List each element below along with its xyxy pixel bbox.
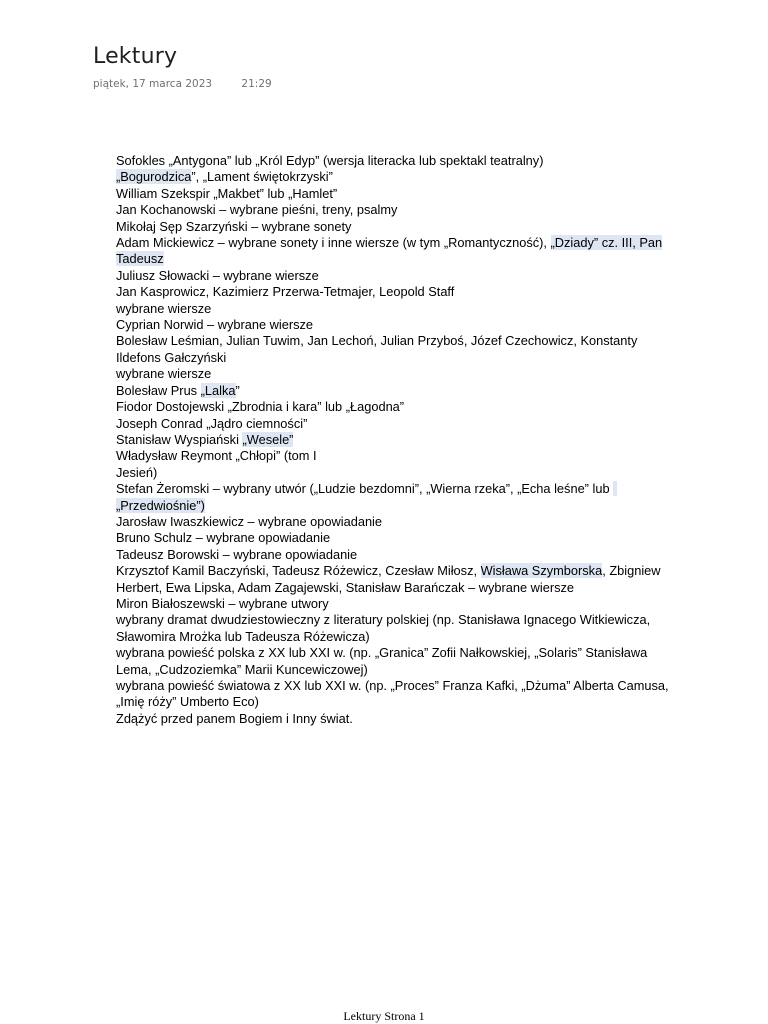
text-line — [116, 498, 676, 514]
page-date: piątek, 17 marca 2023 — [93, 78, 213, 90]
text-segment: , Zbigniew — [602, 563, 661, 579]
text-segment: Bolesław Leśmian, Julian Tuwim, Jan Lechoń, Julian Przyboś, Józef Czechowicz, Konstanty — [116, 333, 638, 349]
text-segment: Fiodor Dostojewski „Zbrodnia i kara” lub „Łagodna” — [116, 399, 405, 415]
text-segment: Zdążyć przed panem Bogiem i Inny świat. — [116, 710, 353, 726]
highlighted-text: „Lalka — [200, 382, 236, 398]
text-segment: Stefan Żeromski – wybrany utwór („Ludzie bezdomni”, „Wierna rzeka”, „Echa leśne” lub — [116, 481, 614, 497]
text-line — [116, 251, 676, 267]
text-segment: Sofokles „Antygona” lub „Król Edyp” (wersja literacka lub spektakl teatralny) — [116, 153, 544, 168]
text-segment: wybrany dramat dwudziestowieczny z literatury polskiej (np. Stanisława Ignacego Witkiewicza, — [116, 612, 651, 628]
text-segment: Bruno Schulz – wybrane opowiadanie — [116, 530, 331, 546]
page-time: 21:29 — [241, 78, 272, 90]
text-segment: William Szekspir „Makbet” lub „Hamlet” — [116, 185, 338, 201]
text-segment: Herbert, Ewa Lipska, Adam Zagajewski, Stanisław Barańczak – wybrane wiersze — [116, 579, 575, 595]
text-segment: Władysław Reymont „Chłopi” (tom I — [116, 448, 317, 464]
text-line — [116, 383, 676, 399]
text-line — [116, 580, 676, 596]
text-segment: Cyprian Norwid – wybrane wiersze — [116, 317, 314, 333]
text-line — [116, 563, 676, 579]
text-segment: ” — [235, 382, 240, 398]
page-meta — [93, 78, 272, 90]
text-segment: Jesień) — [116, 464, 158, 480]
page-title: Lektury — [93, 44, 178, 69]
text-segment: Krzysztof Kamil Baczyński, Tadeusz Różewicz, Czesław Miłosz, — [116, 563, 481, 579]
text-line — [116, 301, 676, 317]
text-line — [116, 366, 676, 382]
text-line — [116, 186, 676, 202]
text-segment: Ildefons Gałczyński — [116, 349, 227, 365]
text-segment: Stanisław Wyspiański — [116, 431, 243, 447]
text-line — [116, 235, 676, 251]
text-line — [116, 350, 676, 366]
text-line — [116, 399, 676, 415]
highlighted-text: Wisława Szymborska — [480, 563, 603, 579]
highlighted-text: „Przedwiośnie”) — [116, 497, 205, 513]
text-segment: Bolesław Prus — [116, 382, 201, 398]
text-line — [116, 169, 676, 185]
text-line — [116, 333, 676, 349]
text-segment: Mikołaj Sęp Szarzyński – wybrane sonety — [116, 218, 352, 234]
text-segment: Tadeusz Borowski – wybrane opowiadanie — [116, 546, 358, 562]
text-line — [116, 662, 676, 678]
text-line — [116, 465, 676, 481]
text-segment: Jarosław Iwaszkiewicz – wybrane opowiadanie — [116, 513, 383, 529]
highlighted-text — [613, 481, 617, 496]
text-segment: Jan Kochanowski – wybrane pieśni, treny, psalmy — [116, 202, 398, 218]
text-line — [116, 416, 676, 432]
text-segment: Miron Białoszewski – wybrane utwory — [116, 595, 329, 611]
highlighted-text: „Wesele” — [242, 431, 294, 447]
text-line — [116, 268, 676, 284]
text-segment: Sławomira Mrożka lub Tadeusza Różewicza) — [116, 628, 370, 644]
text-line — [116, 612, 676, 628]
text-line — [116, 596, 676, 612]
highlighted-text: „Dziady” cz. III, Pan — [550, 235, 663, 251]
text-line — [116, 629, 676, 645]
text-segment: ”, „Lament świętokrzyski” — [191, 169, 333, 185]
text-line — [116, 202, 676, 218]
text-line — [116, 284, 676, 300]
text-segment: wybrana powieść światowa z XX lub XXI w. (np. „Proces” Franza Kafki, „Dżuma” Alberta Camusa, — [116, 678, 669, 693]
text-segment: Adam Mickiewicz – wybrane sonety i inne wiersze (w tym „Romantyczność), — [116, 235, 551, 251]
text-segment: Juliusz Słowacki – wybrane wiersze — [116, 267, 319, 283]
text-line — [116, 530, 676, 546]
text-line — [116, 317, 676, 333]
text-line — [116, 481, 676, 497]
highlighted-text: „Bogurodzica — [116, 169, 192, 185]
highlighted-text: Tadeusz — [116, 251, 164, 267]
text-line — [116, 432, 676, 448]
text-segment: wybrana powieść polska z XX lub XXI w. (np. „Granica” Zofii Nałkowskiej, „Solaris” Stanisława — [116, 645, 648, 661]
text-line — [116, 694, 676, 710]
page-footer: Lektury Strona 1 — [343, 1009, 425, 1023]
note-content[interactable] — [116, 153, 676, 727]
text-segment: Jan Kasprowicz, Kazimierz Przerwa-Tetmajer, Leopold Staff — [116, 284, 455, 300]
text-line — [116, 678, 676, 694]
text-segment: „Imię róży” Umberto Eco) — [116, 694, 259, 710]
text-segment: wybrane wiersze — [116, 300, 212, 316]
text-line — [116, 711, 676, 727]
text-line — [116, 645, 676, 661]
text-line — [116, 514, 676, 530]
text-line — [116, 448, 676, 464]
text-line — [116, 547, 676, 563]
text-segment: wybrane wiersze — [116, 366, 212, 382]
text-line — [116, 153, 676, 169]
text-segment: Lema, „Cudzoziemka” Marii Kuncewiczowej) — [116, 661, 368, 677]
text-line — [116, 219, 676, 235]
text-segment: Joseph Conrad „Jądro ciemności” — [116, 415, 308, 431]
